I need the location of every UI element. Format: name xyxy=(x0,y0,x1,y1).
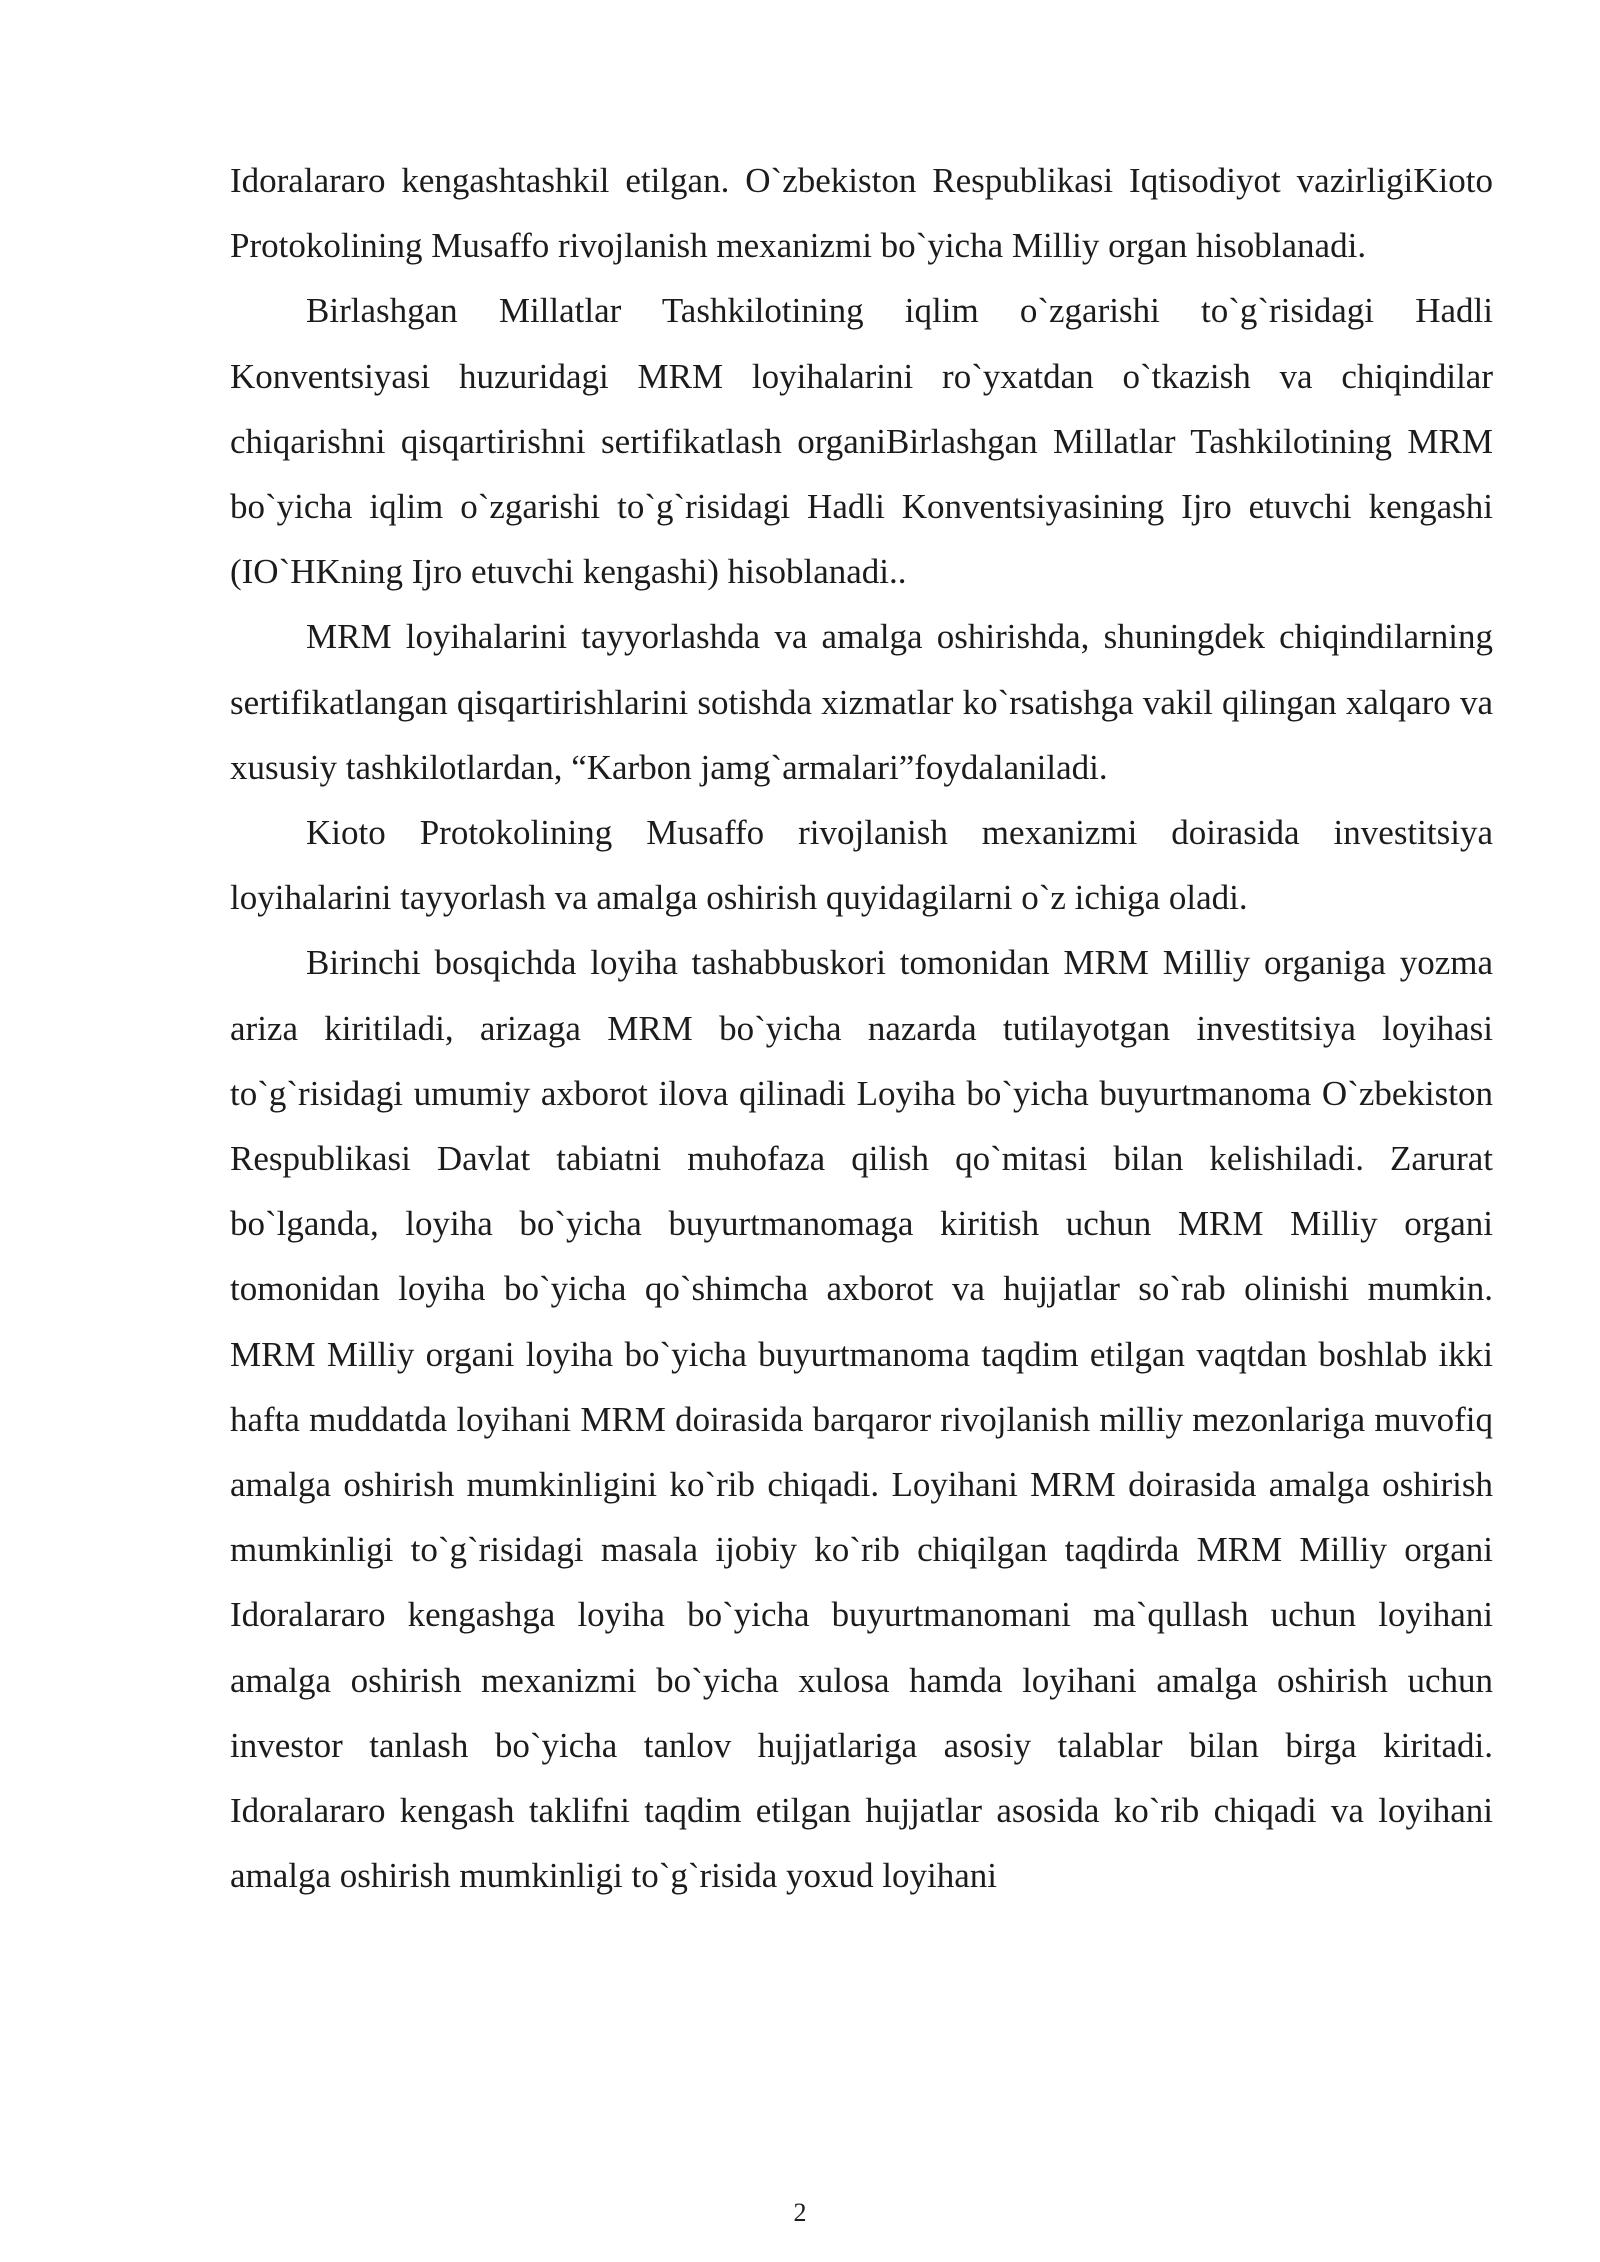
paragraph-2: Birlashgan Millatlar Tashkilotining iqlim o`zgarishi to`g`risidagi Hadli Konventsiyasi huzuridagi MRM loyihalarini ro`yxatdan o`tkazish va chiqindilar chiqarishni qisqartirishni sertifikatlash organiBirlashgan Millatlar Tashkilotining MRM bo`yicha iqlim o`zgarishi to`g`risidagi Hadli Konventsiyasining Ijro etuvchi kengashi (IO`HKning Ijro etuvchi kengashi) hisoblanadi.. xyxy=(230,291,1493,592)
page-number: 2 xyxy=(793,2198,807,2227)
paragraph-1: Idoralararo kengashtashkil etilgan. O`zbekiston Respublikasi Iqtisodiyot vazirligiKioto Protokolining Musaffo rivojlanish mexanizmi bo`yicha Milliy organ hisoblanadi. xyxy=(230,161,1493,266)
body-text xyxy=(230,148,1493,1908)
paragraph-4: Kioto Protokolining Musaffo rivojlanish mexanizmi doirasida investitsiya loyihalarini tayyorlash va amalga oshirish quyidagilarni o`z ichiga oladi. xyxy=(230,813,1493,918)
paragraph-3: MRM loyihalarini tayyorlashda va amalga oshirishda, shuningdek chiqindilarning sertifikatlangan qisqartirishlarini sotishda xizmatlar ko`rsatishga vakil qilingan xalqaro va xususiy tashkilotlardan, “Karbon jamg`armalari”foydalaniladi. xyxy=(230,617,1493,787)
paragraph-5: Birinchi bosqichda loyiha tashabbuskori tomonidan MRM Milliy organiga yozma ariza kiritiladi, arizaga MRM bo`yicha nazarda tutilayotgan investitsiya loyihasi to`g`risidagi umumiy axborot ilova qilinadi Loyiha bo`yicha buyurtmanoma O`zbekiston Respublikasi Davlat tabiatni muhofaza qilish qo`mitasi bilan kelishiladi. Zarurat bo`lganda, loyiha bo`yicha buyurtmanomaga kiritish uchun MRM Milliy organi tomonidan loyiha bo`yicha qo`shimcha axborot va hujjatlar so`rab olinishi mumkin. MRM Milliy organi loyiha bo`yicha buyurtmanoma taqdim etilgan vaqtdan boshlab ikki hafta muddatda loyihani MRM doirasida barqaror rivojlanish milliy mezonlariga muvofiq amalga oshirish mumkinligini ko`rib chiqadi. Loyihani MRM doirasida amalga oshirish mumkinligi to`g`risidagi masala ijobiy ko`rib chiqilgan taqdirda MRM Milliy organi Idoralararo kengashga loyiha bo`yicha buyurtmanomani ma`qullash uchun loyihani amalga oshirish mexanizmi bo`yicha xulosa hamda loyihani amalga oshirish uchun investor tanlash bo`yicha tanlov hujjatlariga asosiy talablar bilan birga kiritadi. Idoralararo kengash taklifni taqdim etilgan hujjatlar asosida ko`rib chiqadi va loyihani amalga oshirish mumkinligi to`g`risida yoxud loyihani xyxy=(230,943,1493,1896)
